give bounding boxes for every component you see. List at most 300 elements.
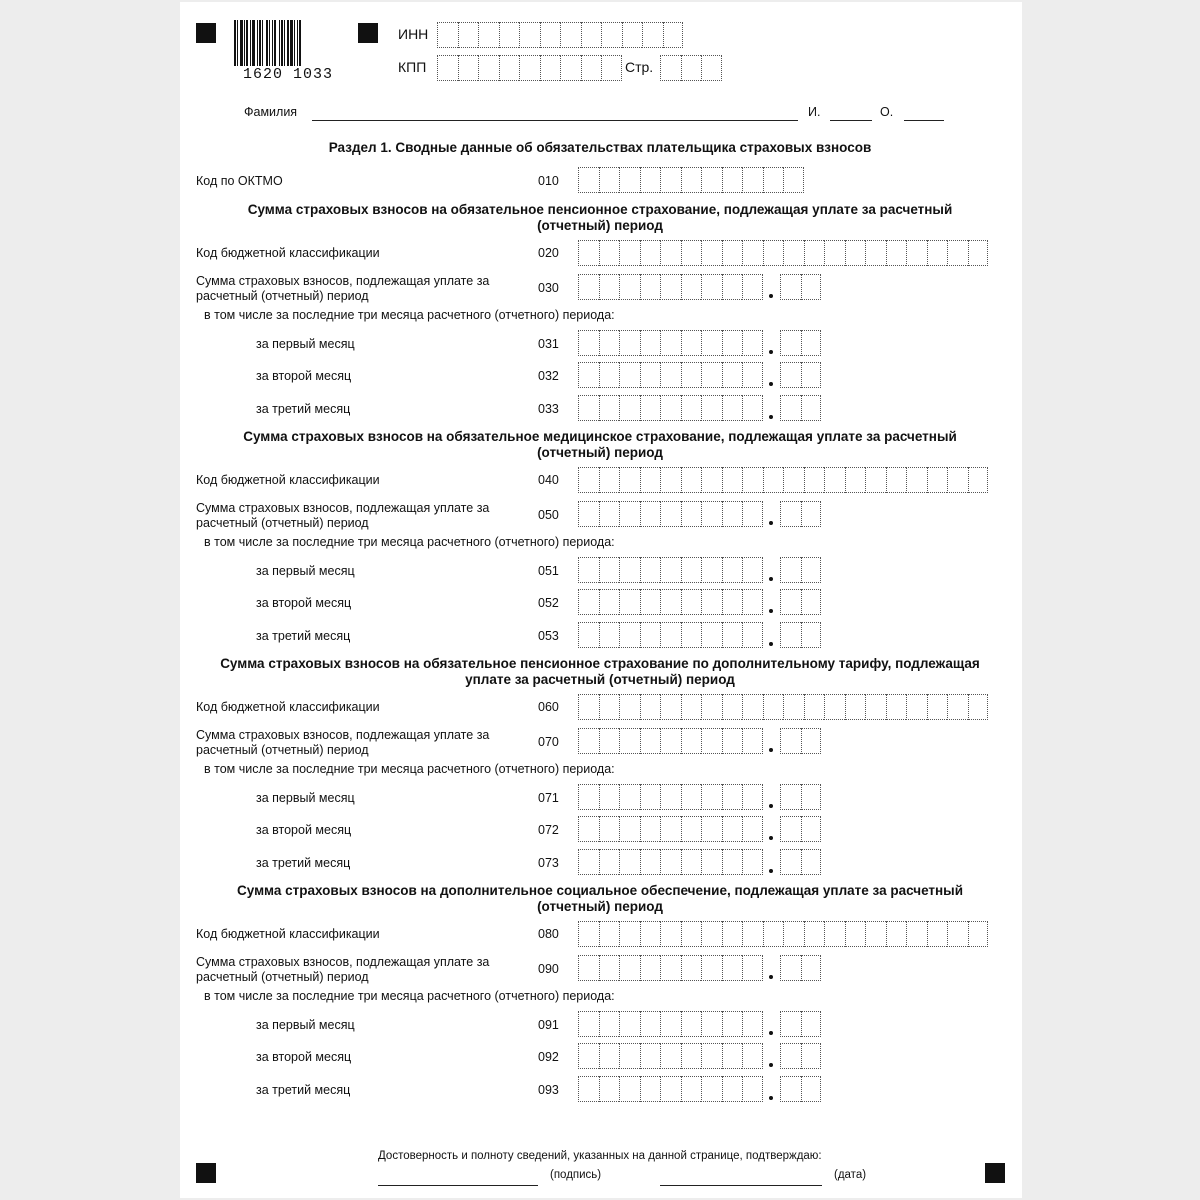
kbk-field-cell[interactable] [763, 467, 784, 493]
oktmo-cell[interactable] [640, 167, 661, 193]
month-sum-field-rubles[interactable] [578, 816, 763, 842]
month-sum-field-rubles-cell[interactable] [701, 330, 722, 356]
sum-field-rubles-cell[interactable] [619, 501, 640, 527]
month-sum-field-kopecks[interactable] [780, 784, 821, 810]
month-sum-field-rubles-cell[interactable] [640, 784, 661, 810]
oktmo-cell[interactable] [783, 167, 804, 193]
sum-field-rubles-cell[interactable] [660, 955, 681, 981]
kbk-field-cell[interactable] [906, 921, 927, 947]
month-sum-field-rubles-cell[interactable] [742, 1043, 763, 1069]
month-sum-field-kopecks-cell[interactable] [801, 1043, 822, 1069]
oktmo-cell[interactable] [722, 167, 743, 193]
sum-field-rubles-cell[interactable] [578, 274, 599, 300]
kbk-field-cell[interactable] [660, 694, 681, 720]
inn-cell[interactable] [601, 22, 622, 48]
month-sum-field-rubles-cell[interactable] [619, 622, 640, 648]
month-sum-field-rubles-cell[interactable] [640, 395, 661, 421]
month-sum-field-rubles-cell[interactable] [722, 784, 743, 810]
page-number-cell[interactable] [701, 55, 722, 81]
kbk-field-cell[interactable] [804, 921, 825, 947]
kbk-field-cell[interactable] [906, 467, 927, 493]
kbk-field-cell[interactable] [742, 921, 763, 947]
sum-field-rubles-cell[interactable] [701, 728, 722, 754]
month-sum-field-rubles-cell[interactable] [701, 1043, 722, 1069]
kbk-field-cell[interactable] [906, 694, 927, 720]
month-sum-field-kopecks-cell[interactable] [801, 784, 822, 810]
kbk-field-cell[interactable] [599, 694, 620, 720]
kbk-field-cell[interactable] [947, 694, 968, 720]
kbk-field-cell[interactable] [701, 240, 722, 266]
month-sum-field-rubles-cell[interactable] [578, 395, 599, 421]
sum-field-rubles-cell[interactable] [701, 274, 722, 300]
month-sum-field-kopecks-cell[interactable] [801, 589, 822, 615]
month-sum-field-rubles-cell[interactable] [599, 1043, 620, 1069]
month-sum-field-kopecks-cell[interactable] [780, 557, 801, 583]
month-sum-field-rubles-cell[interactable] [640, 589, 661, 615]
month-sum-field-rubles-cell[interactable] [681, 362, 702, 388]
month-sum-field-rubles-cell[interactable] [660, 395, 681, 421]
sum-field-rubles-cell[interactable] [619, 728, 640, 754]
month-sum-field-rubles-cell[interactable] [722, 1043, 743, 1069]
month-sum-field-rubles-cell[interactable] [701, 395, 722, 421]
sum-field-kopecks-cell[interactable] [780, 501, 801, 527]
kbk-field-cell[interactable] [742, 694, 763, 720]
month-sum-field-rubles-cell[interactable] [681, 1043, 702, 1069]
month-sum-field-kopecks-cell[interactable] [780, 816, 801, 842]
inn-cell[interactable] [540, 22, 561, 48]
sum-field-kopecks-cell[interactable] [801, 728, 822, 754]
sum-field-kopecks[interactable] [780, 274, 821, 300]
month-sum-field-rubles-cell[interactable] [619, 816, 640, 842]
inn-cell[interactable] [663, 22, 684, 48]
month-sum-field-rubles-cell[interactable] [742, 557, 763, 583]
month-sum-field-kopecks[interactable] [780, 395, 821, 421]
month-sum-field-rubles-cell[interactable] [619, 1043, 640, 1069]
month-sum-field-rubles-cell[interactable] [578, 1011, 599, 1037]
month-sum-field-kopecks-cell[interactable] [801, 557, 822, 583]
sum-field-rubles-cell[interactable] [701, 955, 722, 981]
sum-field-kopecks-cell[interactable] [780, 955, 801, 981]
kbk-field-cell[interactable] [947, 921, 968, 947]
month-sum-field-rubles[interactable] [578, 589, 763, 615]
kbk-field-cell[interactable] [927, 240, 948, 266]
kbk-field-cell[interactable] [845, 694, 866, 720]
sum-field-rubles-cell[interactable] [722, 501, 743, 527]
month-sum-field-rubles-cell[interactable] [722, 622, 743, 648]
month-sum-field-rubles-cell[interactable] [640, 1011, 661, 1037]
kbk-field-cell[interactable] [824, 467, 845, 493]
month-sum-field-rubles[interactable] [578, 1011, 763, 1037]
month-sum-field-kopecks-cell[interactable] [780, 1076, 801, 1102]
month-sum-field-rubles-cell[interactable] [701, 362, 722, 388]
kbk-field-cell[interactable] [865, 921, 886, 947]
month-sum-field-rubles-cell[interactable] [701, 1076, 722, 1102]
month-sum-field-kopecks[interactable] [780, 849, 821, 875]
month-sum-field-rubles-cell[interactable] [681, 622, 702, 648]
kbk-field-cell[interactable] [722, 694, 743, 720]
month-sum-field-rubles-cell[interactable] [619, 1076, 640, 1102]
month-sum-field-rubles-cell[interactable] [599, 784, 620, 810]
kbk-field-cell[interactable] [886, 240, 907, 266]
month-sum-field-kopecks[interactable] [780, 557, 821, 583]
month-sum-field-rubles-cell[interactable] [640, 816, 661, 842]
month-sum-field-rubles-cell[interactable] [681, 784, 702, 810]
inn-cell[interactable] [560, 22, 581, 48]
kbk-field-cell[interactable] [722, 921, 743, 947]
month-sum-field-rubles[interactable] [578, 557, 763, 583]
month-sum-field-rubles-cell[interactable] [742, 395, 763, 421]
month-sum-field-kopecks-cell[interactable] [780, 589, 801, 615]
kbk-field-cell[interactable] [968, 694, 989, 720]
month-sum-field-rubles-cell[interactable] [599, 395, 620, 421]
month-sum-field-kopecks[interactable] [780, 816, 821, 842]
sum-field-kopecks[interactable] [780, 501, 821, 527]
sum-field-rubles-cell[interactable] [578, 501, 599, 527]
kbk-field-cell[interactable] [783, 694, 804, 720]
month-sum-field-kopecks-cell[interactable] [780, 1011, 801, 1037]
sum-field-rubles-cell[interactable] [681, 501, 702, 527]
sum-field-rubles-cell[interactable] [701, 501, 722, 527]
sum-field-kopecks-cell[interactable] [801, 274, 822, 300]
kbk-field-cell[interactable] [865, 467, 886, 493]
month-sum-field-rubles-cell[interactable] [701, 589, 722, 615]
month-sum-field-rubles[interactable] [578, 849, 763, 875]
kbk-field-cell[interactable] [927, 694, 948, 720]
month-sum-field-rubles-cell[interactable] [578, 622, 599, 648]
month-sum-field-rubles-cell[interactable] [599, 849, 620, 875]
month-sum-field-rubles-cell[interactable] [681, 1011, 702, 1037]
sum-field-rubles-cell[interactable] [722, 728, 743, 754]
kbk-field-cell[interactable] [763, 921, 784, 947]
sum-field-rubles-cell[interactable] [742, 274, 763, 300]
month-sum-field-kopecks[interactable] [780, 1011, 821, 1037]
month-sum-field-rubles-cell[interactable] [722, 557, 743, 583]
month-sum-field-rubles-cell[interactable] [599, 589, 620, 615]
kbk-field-cell[interactable] [578, 240, 599, 266]
month-sum-field-kopecks-cell[interactable] [801, 362, 822, 388]
kbk-field-cell[interactable] [968, 921, 989, 947]
month-sum-field-rubles-cell[interactable] [722, 362, 743, 388]
sum-field-rubles-cell[interactable] [660, 501, 681, 527]
sum-field-rubles-cell[interactable] [742, 501, 763, 527]
month-sum-field-rubles-cell[interactable] [722, 589, 743, 615]
month-sum-field-rubles-cell[interactable] [742, 849, 763, 875]
inn-cell[interactable] [519, 22, 540, 48]
month-sum-field-rubles-cell[interactable] [660, 816, 681, 842]
oktmo-field[interactable] [578, 167, 804, 193]
oktmo-cell[interactable] [763, 167, 784, 193]
sum-field-kopecks-cell[interactable] [780, 274, 801, 300]
kbk-field-cell[interactable] [619, 694, 640, 720]
month-sum-field-rubles-cell[interactable] [742, 1011, 763, 1037]
kbk-field-cell[interactable] [701, 694, 722, 720]
month-sum-field-rubles-cell[interactable] [742, 622, 763, 648]
kbk-field-cell[interactable] [701, 921, 722, 947]
month-sum-field-rubles-cell[interactable] [681, 816, 702, 842]
kbk-field-cell[interactable] [947, 240, 968, 266]
month-sum-field-rubles-cell[interactable] [660, 362, 681, 388]
month-sum-field-rubles-cell[interactable] [619, 557, 640, 583]
kbk-field-cell[interactable] [701, 467, 722, 493]
surname-field[interactable] [312, 120, 798, 121]
kpp-cell[interactable] [560, 55, 581, 81]
sum-field-rubles-cell[interactable] [619, 955, 640, 981]
kbk-field-cell[interactable] [681, 240, 702, 266]
month-sum-field-rubles-cell[interactable] [619, 362, 640, 388]
month-sum-field-rubles-cell[interactable] [619, 395, 640, 421]
month-sum-field-rubles-cell[interactable] [742, 816, 763, 842]
month-sum-field-rubles-cell[interactable] [578, 557, 599, 583]
kbk-field-cell[interactable] [722, 467, 743, 493]
inn-cell[interactable] [458, 22, 479, 48]
sum-field-rubles-cell[interactable] [660, 274, 681, 300]
kbk-field-cell[interactable] [845, 921, 866, 947]
month-sum-field-rubles-cell[interactable] [660, 784, 681, 810]
month-sum-field-rubles-cell[interactable] [722, 816, 743, 842]
kbk-field-cell[interactable] [886, 694, 907, 720]
oktmo-cell[interactable] [681, 167, 702, 193]
month-sum-field-rubles[interactable] [578, 1043, 763, 1069]
month-sum-field-rubles-cell[interactable] [681, 557, 702, 583]
sum-field-rubles-cell[interactable] [599, 501, 620, 527]
kbk-field[interactable] [578, 694, 988, 720]
kbk-field-cell[interactable] [681, 467, 702, 493]
month-sum-field-rubles[interactable] [578, 330, 763, 356]
kbk-field-cell[interactable] [927, 921, 948, 947]
kbk-field-cell[interactable] [660, 921, 681, 947]
sum-field-rubles-cell[interactable] [578, 728, 599, 754]
oktmo-cell[interactable] [742, 167, 763, 193]
inn-cell[interactable] [478, 22, 499, 48]
kbk-field-cell[interactable] [927, 467, 948, 493]
kbk-field-cell[interactable] [824, 921, 845, 947]
month-sum-field-rubles-cell[interactable] [681, 589, 702, 615]
month-sum-field-rubles-cell[interactable] [599, 330, 620, 356]
oktmo-cell[interactable] [578, 167, 599, 193]
month-sum-field-rubles-cell[interactable] [578, 849, 599, 875]
month-sum-field-rubles-cell[interactable] [681, 849, 702, 875]
month-sum-field-rubles-cell[interactable] [599, 1076, 620, 1102]
month-sum-field-rubles-cell[interactable] [660, 1076, 681, 1102]
month-sum-field-rubles-cell[interactable] [701, 784, 722, 810]
month-sum-field-kopecks-cell[interactable] [801, 1011, 822, 1037]
kbk-field-cell[interactable] [824, 694, 845, 720]
month-sum-field-rubles-cell[interactable] [660, 330, 681, 356]
month-sum-field-rubles-cell[interactable] [701, 622, 722, 648]
kbk-field-cell[interactable] [783, 240, 804, 266]
month-sum-field-kopecks-cell[interactable] [780, 849, 801, 875]
month-sum-field-rubles-cell[interactable] [578, 589, 599, 615]
month-sum-field-rubles-cell[interactable] [660, 557, 681, 583]
kbk-field-cell[interactable] [742, 467, 763, 493]
inn-cell[interactable] [622, 22, 643, 48]
sum-field-rubles-cell[interactable] [722, 955, 743, 981]
kbk-field-cell[interactable] [681, 921, 702, 947]
sum-field-rubles-cell[interactable] [722, 274, 743, 300]
kbk-field[interactable] [578, 240, 988, 266]
kpp-cell[interactable] [519, 55, 540, 81]
page-number-cell[interactable] [660, 55, 681, 81]
inn-cell[interactable] [499, 22, 520, 48]
month-sum-field-rubles-cell[interactable] [701, 557, 722, 583]
month-sum-field-rubles-cell[interactable] [742, 784, 763, 810]
sum-field-kopecks[interactable] [780, 728, 821, 754]
month-sum-field-kopecks-cell[interactable] [801, 395, 822, 421]
month-sum-field-kopecks-cell[interactable] [801, 330, 822, 356]
sum-field-rubles-cell[interactable] [599, 955, 620, 981]
kbk-field-cell[interactable] [599, 467, 620, 493]
page-number-field[interactable] [660, 55, 722, 81]
kbk-field[interactable] [578, 467, 988, 493]
month-sum-field-rubles-cell[interactable] [681, 1076, 702, 1102]
month-sum-field-kopecks-cell[interactable] [801, 622, 822, 648]
month-sum-field-kopecks-cell[interactable] [780, 784, 801, 810]
inn-cell[interactable] [642, 22, 663, 48]
month-sum-field-rubles-cell[interactable] [640, 330, 661, 356]
kbk-field-cell[interactable] [804, 694, 825, 720]
month-sum-field-rubles-cell[interactable] [660, 1011, 681, 1037]
kbk-field-cell[interactable] [763, 240, 784, 266]
initial-o-field[interactable] [904, 120, 944, 121]
month-sum-field-rubles[interactable] [578, 784, 763, 810]
month-sum-field-rubles-cell[interactable] [722, 1011, 743, 1037]
kbk-field-cell[interactable] [619, 467, 640, 493]
kpp-cell[interactable] [581, 55, 602, 81]
kbk-field-cell[interactable] [886, 921, 907, 947]
month-sum-field-rubles-cell[interactable] [599, 622, 620, 648]
month-sum-field-rubles-cell[interactable] [701, 816, 722, 842]
kbk-field-cell[interactable] [865, 694, 886, 720]
kbk-field[interactable] [578, 921, 988, 947]
kbk-field-cell[interactable] [947, 467, 968, 493]
month-sum-field-rubles-cell[interactable] [660, 622, 681, 648]
kpp-cell[interactable] [601, 55, 622, 81]
kbk-field-cell[interactable] [865, 240, 886, 266]
sum-field-rubles[interactable] [578, 501, 763, 527]
oktmo-cell[interactable] [660, 167, 681, 193]
sum-field-rubles-cell[interactable] [660, 728, 681, 754]
sum-field-kopecks-cell[interactable] [801, 955, 822, 981]
month-sum-field-rubles-cell[interactable] [640, 849, 661, 875]
month-sum-field-rubles-cell[interactable] [578, 1076, 599, 1102]
month-sum-field-rubles-cell[interactable] [722, 395, 743, 421]
kbk-field-cell[interactable] [742, 240, 763, 266]
sum-field-rubles-cell[interactable] [599, 728, 620, 754]
month-sum-field-rubles-cell[interactable] [701, 1011, 722, 1037]
month-sum-field-rubles-cell[interactable] [619, 849, 640, 875]
month-sum-field-rubles[interactable] [578, 395, 763, 421]
page-number-cell[interactable] [681, 55, 702, 81]
kbk-field-cell[interactable] [599, 921, 620, 947]
kbk-field-cell[interactable] [845, 467, 866, 493]
month-sum-field-rubles-cell[interactable] [640, 1043, 661, 1069]
kbk-field-cell[interactable] [640, 240, 661, 266]
month-sum-field-rubles-cell[interactable] [660, 849, 681, 875]
month-sum-field-rubles[interactable] [578, 362, 763, 388]
month-sum-field-rubles-cell[interactable] [599, 557, 620, 583]
kpp-cell[interactable] [540, 55, 561, 81]
sum-field-kopecks-cell[interactable] [801, 501, 822, 527]
month-sum-field-rubles-cell[interactable] [619, 1011, 640, 1037]
sum-field-rubles-cell[interactable] [681, 728, 702, 754]
month-sum-field-kopecks[interactable] [780, 362, 821, 388]
month-sum-field-kopecks[interactable] [780, 1076, 821, 1102]
month-sum-field-rubles-cell[interactable] [640, 362, 661, 388]
kbk-field-cell[interactable] [886, 467, 907, 493]
month-sum-field-kopecks[interactable] [780, 622, 821, 648]
month-sum-field-kopecks-cell[interactable] [801, 816, 822, 842]
kbk-field-cell[interactable] [681, 694, 702, 720]
month-sum-field-kopecks[interactable] [780, 1043, 821, 1069]
kbk-field-cell[interactable] [578, 921, 599, 947]
month-sum-field-rubles-cell[interactable] [619, 589, 640, 615]
kbk-field-cell[interactable] [619, 921, 640, 947]
month-sum-field-kopecks-cell[interactable] [801, 1076, 822, 1102]
month-sum-field-rubles-cell[interactable] [722, 330, 743, 356]
sum-field-rubles[interactable] [578, 274, 763, 300]
inn-cell[interactable] [581, 22, 602, 48]
kpp-cell[interactable] [437, 55, 458, 81]
month-sum-field-kopecks[interactable] [780, 330, 821, 356]
month-sum-field-rubles-cell[interactable] [742, 589, 763, 615]
date-field[interactable] [660, 1185, 822, 1186]
month-sum-field-rubles-cell[interactable] [742, 1076, 763, 1102]
sum-field-rubles[interactable] [578, 728, 763, 754]
sum-field-rubles-cell[interactable] [640, 955, 661, 981]
kpp-cell[interactable] [499, 55, 520, 81]
month-sum-field-rubles[interactable] [578, 1076, 763, 1102]
kbk-field-cell[interactable] [640, 921, 661, 947]
inn-field[interactable] [437, 22, 683, 48]
initial-i-field[interactable] [830, 120, 872, 121]
month-sum-field-rubles-cell[interactable] [640, 1076, 661, 1102]
month-sum-field-kopecks[interactable] [780, 589, 821, 615]
kbk-field-cell[interactable] [824, 240, 845, 266]
sum-field-kopecks-cell[interactable] [780, 728, 801, 754]
month-sum-field-kopecks-cell[interactable] [780, 1043, 801, 1069]
sum-field-kopecks[interactable] [780, 955, 821, 981]
sum-field-rubles-cell[interactable] [742, 728, 763, 754]
month-sum-field-rubles-cell[interactable] [619, 784, 640, 810]
kbk-field-cell[interactable] [804, 240, 825, 266]
kbk-field-cell[interactable] [763, 694, 784, 720]
kbk-field-cell[interactable] [660, 240, 681, 266]
sum-field-rubles-cell[interactable] [742, 955, 763, 981]
month-sum-field-kopecks-cell[interactable] [780, 362, 801, 388]
kpp-cell[interactable] [478, 55, 499, 81]
month-sum-field-kopecks-cell[interactable] [801, 849, 822, 875]
month-sum-field-rubles-cell[interactable] [578, 1043, 599, 1069]
month-sum-field-rubles-cell[interactable] [681, 395, 702, 421]
month-sum-field-rubles-cell[interactable] [578, 330, 599, 356]
month-sum-field-rubles-cell[interactable] [619, 330, 640, 356]
sum-field-rubles-cell[interactable] [619, 274, 640, 300]
month-sum-field-kopecks-cell[interactable] [780, 330, 801, 356]
sum-field-rubles-cell[interactable] [578, 955, 599, 981]
oktmo-cell[interactable] [701, 167, 722, 193]
month-sum-field-rubles-cell[interactable] [599, 816, 620, 842]
month-sum-field-rubles-cell[interactable] [660, 589, 681, 615]
oktmo-cell[interactable] [599, 167, 620, 193]
sum-field-rubles-cell[interactable] [599, 274, 620, 300]
kbk-field-cell[interactable] [599, 240, 620, 266]
kbk-field-cell[interactable] [804, 467, 825, 493]
month-sum-field-rubles-cell[interactable] [701, 849, 722, 875]
kbk-field-cell[interactable] [968, 240, 989, 266]
month-sum-field-rubles-cell[interactable] [640, 557, 661, 583]
month-sum-field-rubles-cell[interactable] [660, 1043, 681, 1069]
kbk-field-cell[interactable] [640, 467, 661, 493]
